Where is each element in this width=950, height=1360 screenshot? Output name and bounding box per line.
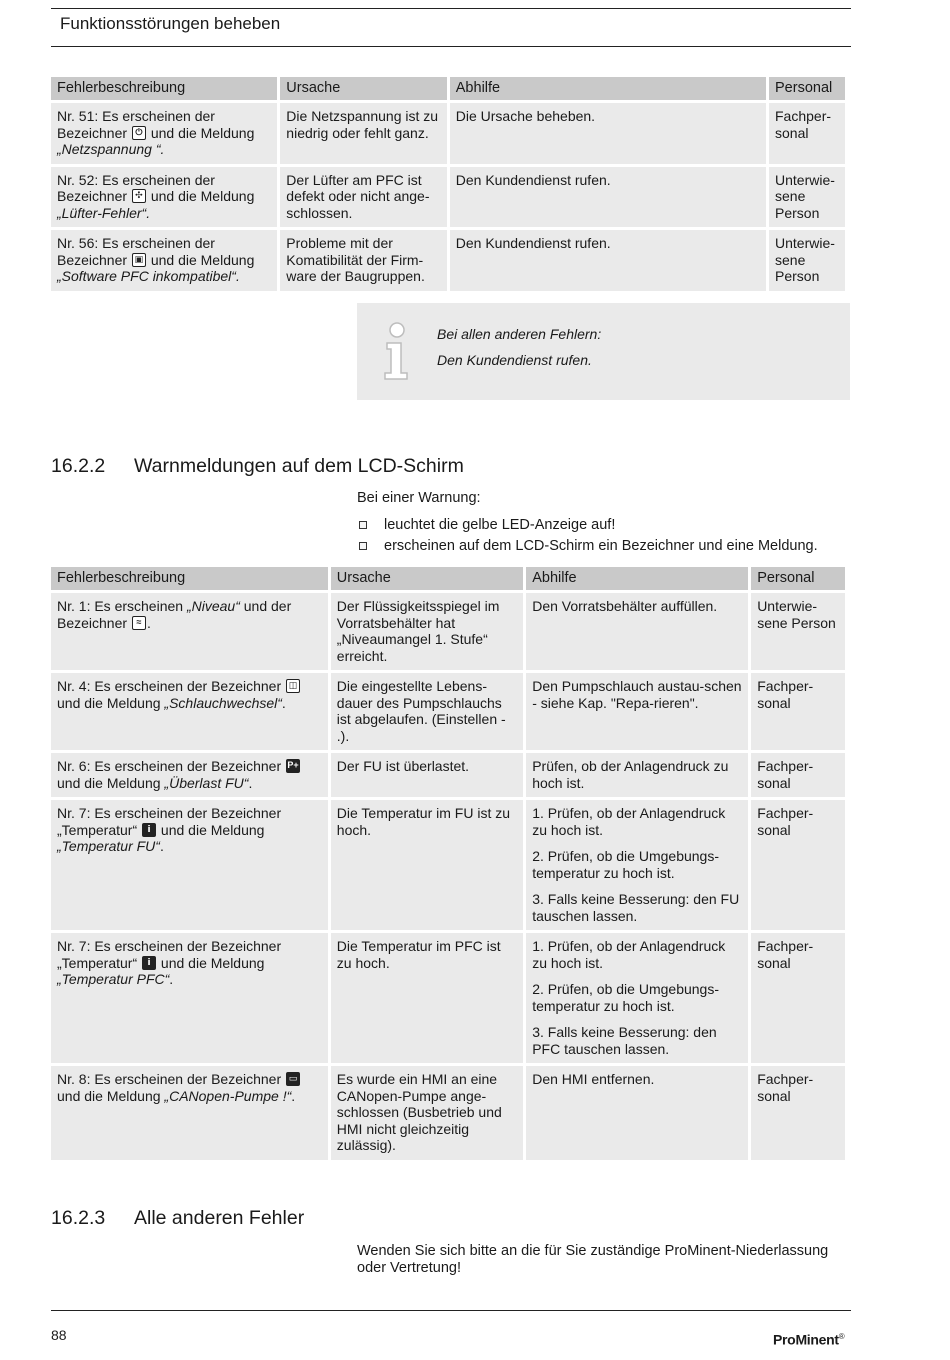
fan-icon: ✣	[132, 189, 146, 203]
remedy-cell: Prüfen, ob der Anlagendruck zu hoch ist.	[526, 753, 748, 797]
temperature-icon: ⅰ	[142, 956, 156, 970]
description-cell: Nr. 7: Es erscheinen der Bezeichner „Temperatur“ ⅰ und die Meldung „Temperatur PFC“.	[51, 933, 328, 1063]
cause-cell: Die Temperatur im FU ist zu hoch.	[331, 800, 523, 930]
page-title: Funktionsstörungen beheben	[60, 14, 281, 33]
cause-cell: Probleme mit der Komatibilität der Firm-ware der Baugruppen.	[280, 230, 446, 291]
table-header-row	[51, 567, 845, 590]
description-cell: Nr. 52: Es erscheinen der Bezeichner ✣ und die Meldung „Lüfter-Fehler“.	[51, 167, 277, 228]
table-row	[51, 230, 845, 291]
table-row	[51, 933, 845, 1063]
description-cell: Nr. 51: Es erscheinen der Bezeichner ⏻ und die Meldung „Netzspannung “.	[51, 103, 277, 164]
hose-icon: ◫	[286, 679, 300, 693]
top-rule	[51, 8, 851, 9]
description-cell: Nr. 7: Es erscheinen der Bezeichner „Temperatur“ ⅰ und die Meldung „Temperatur FU“.	[51, 800, 328, 930]
module-icon: ▣	[132, 253, 146, 267]
overload-icon: P+	[286, 759, 300, 773]
contact-text: Wenden Sie sich bitte an die für Sie zuständige ProMinent-Niederlassung oder Vertretung!	[357, 1243, 829, 1276]
footer-rule	[51, 1310, 851, 1311]
error-table	[48, 74, 848, 294]
staff-cell: Fachper-sonal	[751, 673, 845, 750]
table-row	[51, 167, 845, 228]
table-row	[51, 103, 845, 164]
remedy-cell: Den Vorratsbehälter auffüllen.	[526, 593, 748, 670]
cause-cell: Der FU ist überlastet.	[331, 753, 523, 797]
list-item: erscheinen auf dem LCD-Schirm ein Bezeichner und eine Meldung.	[357, 537, 818, 558]
remedy-cell: Den Kundendienst rufen.	[450, 167, 766, 228]
cause-cell: Die Temperatur im PFC ist zu hoch.	[331, 933, 523, 1063]
remedy-cell: 1. Prüfen, ob der Anlagendruck zu hoch ist. 2. Prüfen, ob die Umgebungs-temperatur zu hoch ist. 3. Falls keine Besserung: den FU tauschen lassen.	[526, 800, 748, 930]
column-header-remedy: Abhilfe	[450, 77, 766, 100]
table-row	[51, 753, 845, 797]
canopen-icon: ▭	[286, 1072, 300, 1086]
brand-logo: ProMinent®	[773, 1331, 845, 1348]
info-icon	[379, 321, 415, 381]
staff-cell: Fachper-sonal	[751, 933, 845, 1063]
bullet-square-icon	[359, 521, 367, 529]
column-header-remedy: Abhilfe	[526, 567, 748, 590]
remedy-cell: Den Pumpschlauch austau-schen - siehe Kap. "Repa-rieren".	[526, 673, 748, 750]
column-header-cause: Ursache	[280, 77, 446, 100]
staff-cell: Fachper-sonal	[751, 753, 845, 797]
staff-cell: Unterwie-sene Person	[751, 593, 845, 670]
section-number: 16.2.2	[51, 455, 106, 477]
section-title: Alle anderen Fehler	[134, 1207, 305, 1229]
remedy-cell: Den Kundendienst rufen.	[450, 230, 766, 291]
list-item: leuchtet die gelbe LED-Anzeige auf!	[357, 516, 818, 537]
remedy-cell: 1. Prüfen, ob der Anlagendruck zu hoch ist. 2. Prüfen, ob die Umgebungs-temperatur zu hoch ist. 3. Falls keine Besserung: den PFC tauschen lassen.	[526, 933, 748, 1063]
column-header-staff: Personal	[769, 77, 845, 100]
note-line: Bei allen anderen Fehlern:	[437, 326, 602, 342]
cause-cell: Die Netzspannung ist zu niedrig oder fehlt ganz.	[280, 103, 446, 164]
page-number: 88	[51, 1327, 67, 1343]
column-header-description: Fehlerbeschreibung	[51, 77, 277, 100]
table-row	[51, 1066, 845, 1160]
section-title: Warnmeldungen auf dem LCD-Schirm	[134, 455, 464, 477]
cause-cell: Die eingestellte Lebens-dauer des Pumpschlauchs ist abgelaufen. (Einstellen - .).	[331, 673, 523, 750]
table-row	[51, 800, 845, 930]
info-note	[357, 303, 850, 400]
column-header-staff: Personal	[751, 567, 845, 590]
staff-cell: Fachper-sonal	[769, 103, 845, 164]
header-rule	[51, 46, 851, 47]
column-header-description: Fehlerbeschreibung	[51, 567, 328, 590]
level-icon: ≈	[132, 616, 146, 630]
remedy-cell: Die Ursache beheben.	[450, 103, 766, 164]
warning-table	[48, 564, 848, 1163]
note-line: Den Kundendienst rufen.	[437, 352, 592, 368]
cause-cell: Der Flüssigkeitsspiegel im Vorratsbehälter hat „Niveaumangel 1. Stufe“ erreicht.	[331, 593, 523, 670]
bullet-square-icon	[359, 542, 367, 550]
table-row	[51, 673, 845, 750]
temperature-icon: ⅰ	[142, 823, 156, 837]
description-cell: Nr. 1: Es erscheinen „Niveau“ und der Bezeichner ≈ .	[51, 593, 328, 670]
description-cell: Nr. 56: Es erscheinen der Bezeichner ▣ und die Meldung „Software PFC inkompatibel“.	[51, 230, 277, 291]
table-row	[51, 593, 845, 670]
staff-cell: Unterwie-sene Person	[769, 167, 845, 228]
bullet-list	[357, 516, 818, 558]
description-cell: Nr. 4: Es erscheinen der Bezeichner ◫ und die Meldung „Schlauchwechsel“.	[51, 673, 328, 750]
section-heading	[51, 455, 464, 477]
cause-cell: Es wurde ein HMI an eine CANopen-Pumpe ange-schlossen (Busbetrieb und HMI nicht gleichzeitig zulässig).	[331, 1066, 523, 1160]
table-header-row	[51, 77, 845, 100]
description-cell: Nr. 8: Es erscheinen der Bezeichner ▭ und die Meldung „CANopen-Pumpe !“.	[51, 1066, 328, 1160]
staff-cell: Fachper-sonal	[751, 800, 845, 930]
section-number: 16.2.3	[51, 1207, 106, 1229]
section-heading	[51, 1207, 305, 1229]
column-header-cause: Ursache	[331, 567, 523, 590]
power-icon: ⏻	[132, 126, 146, 140]
intro-text: Bei einer Warnung:	[357, 490, 481, 506]
staff-cell: Fachper-sonal	[751, 1066, 845, 1160]
remedy-cell: Den HMI entfernen.	[526, 1066, 748, 1160]
cause-cell: Der Lüfter am PFC ist defekt oder nicht ange-schlossen.	[280, 167, 446, 228]
staff-cell: Unterwie-sene Person	[769, 230, 845, 291]
description-cell: Nr. 6: Es erscheinen der Bezeichner P+ und die Meldung „Überlast FU“.	[51, 753, 328, 797]
